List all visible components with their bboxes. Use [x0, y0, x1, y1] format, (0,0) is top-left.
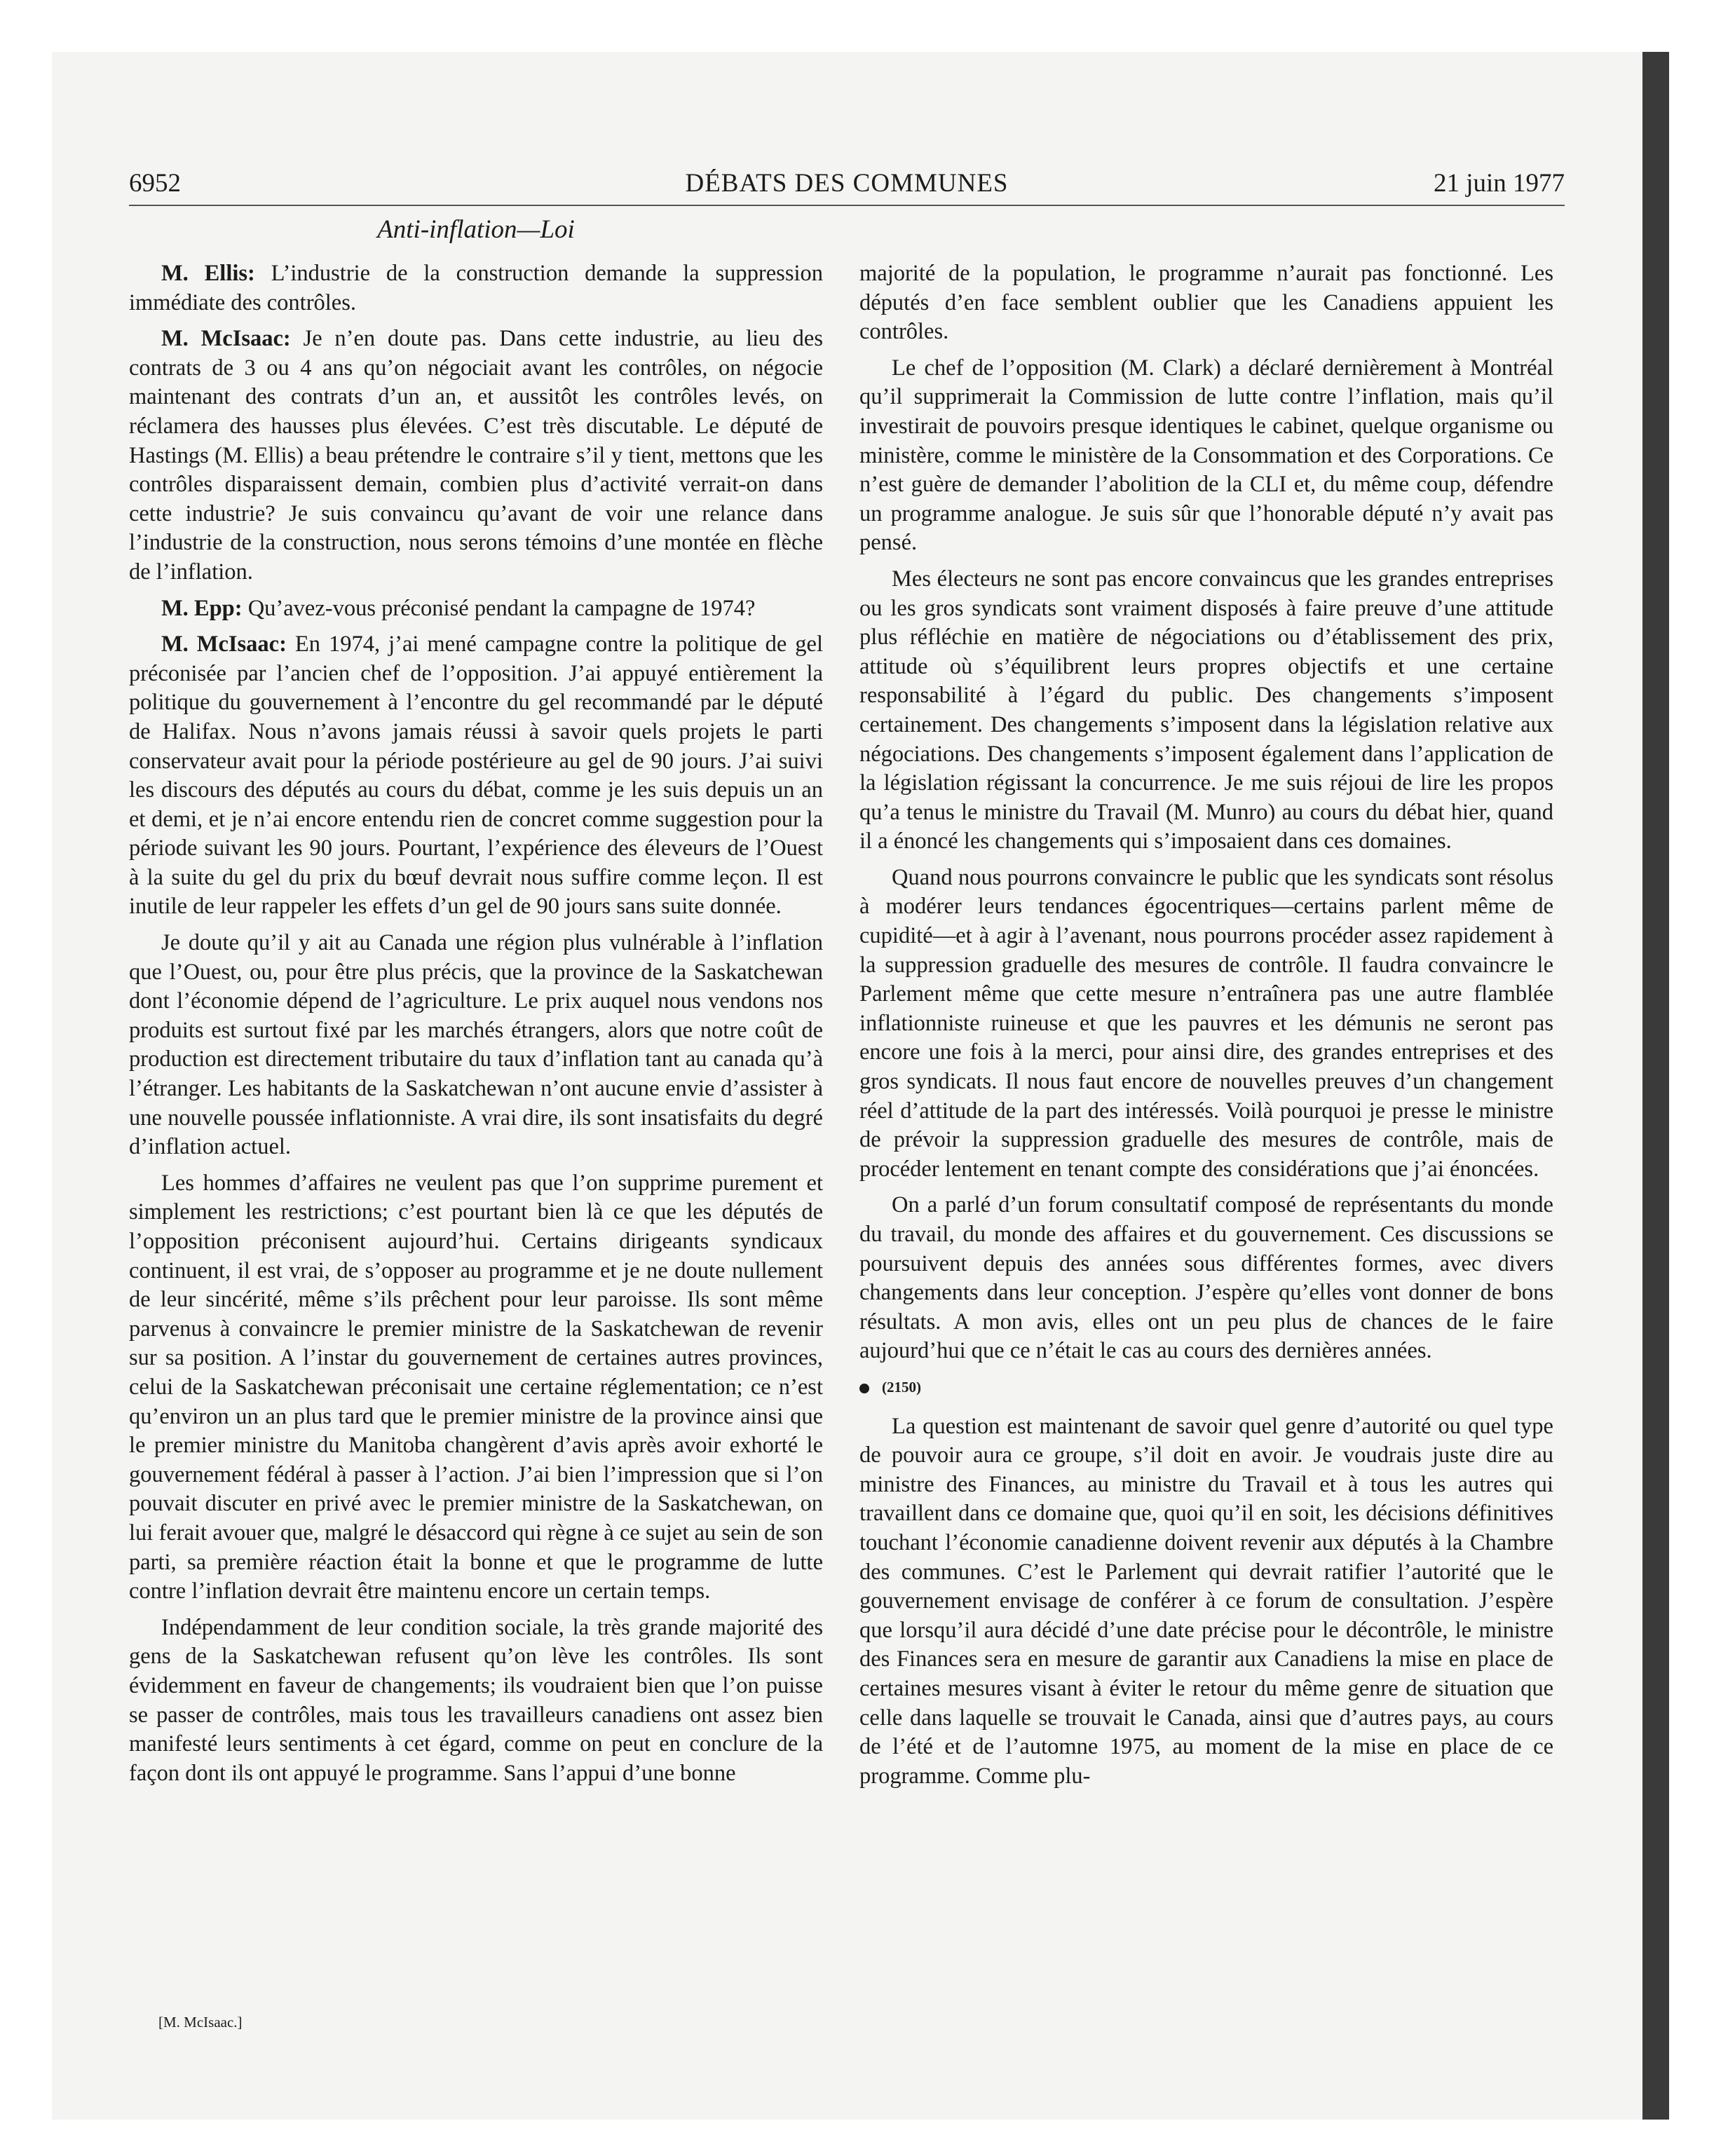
speaker-name: M. Ellis: — [161, 261, 255, 286]
publication-title: DÉBATS DES COMMUNES — [685, 169, 1009, 198]
paragraph-text: Qu’avez-vous préconisé pendant la campagne de 1974? — [242, 595, 756, 621]
paragraph — [129, 325, 823, 587]
page-number: 6952 — [129, 169, 181, 198]
paragraph-text: Je n’en doute pas. Dans cette industrie, au lieu des contrats de 3 ou 4 ans qu’on négociait avant les contrôles, on négocie maintenant des contrats d’un an, et aussitôt les contrôles levés, on réclamera des hausses plus élevées. C’est très discutable. Le député de Hastings (M. Ellis) a beau prétendre le contraire s’il y tient, mettons que les contrôles disparaissent demain, combien plus d’activité verrait-on dans cette industrie? Je suis convaincu qu’avant de voir une relance dans l’industrie de la construction, nous serons témoins d’une montée en flèche de l’inflation. — [129, 326, 823, 585]
paragraph-text: majorité de la population, le programme n’aurait pas fonctionné. Les députés d’en face semblent oublier que les Canadiens appuient les contrôles. — [859, 261, 1553, 345]
time-marker-label: (2150) — [882, 1378, 921, 1396]
paragraph-text: Le chef de l’opposition (M. Clark) a déclaré dernièrement à Montréal qu’il supprimerait la Commission de lutte contre l’inflation, mais qu’il investirait de pouvoirs presque identiques le cabinet, quelque organisme ou ministère, comme le ministère de la Consommation et des Corporations. Ce n’est guère de demander l’abolition de la CLI et, du même coup, défendre un programme analogue. Je suis sûr que l’honorable député n’y avait pas pensé. — [859, 355, 1553, 556]
paragraph — [129, 259, 823, 318]
section-subtitle: Anti-inflation—Loi — [377, 215, 575, 244]
paragraph-text: Indépendamment de leur condition sociale, la très grande majorité des gens de la Saskatchewan refusent qu’on lève les contrôles. Ils sont évidemment en faveur de changements; ils voudraient bien que l’on puisse se passer de contrôles, mais tous les travailleurs canadiens ont assez bien manifesté leurs sentiments à cet égard, comme on peut en conclure de la façon dont ils ont appuyé le programme. Sans l’appui d’une bonne — [129, 1614, 823, 1786]
paragraph-text: L’industrie de la construction demande la suppression immédiate des contrôles. — [129, 261, 823, 315]
left-column — [129, 259, 823, 1795]
speaker-name: M. McIsaac: — [161, 326, 291, 352]
bullet-dot-icon — [859, 1384, 869, 1393]
paragraph — [129, 630, 823, 922]
paragraph — [859, 1191, 1553, 1366]
paragraph-text: La question est maintenant de savoir quel genre d’autorité ou quel type de pouvoir aura ce groupe, s’il doit en avoir. Je voudrais juste dire au ministre des Finances, au ministre du Travail et à tous les autres qui travaillent dans ce domaine que, quoi qu’il en soit, les décisions définitives touchant l’économie canadienne doivent revenir aux députés à la Chambre des communes. C’est le Parlement qui devrait ratifier l’autorité que le gouvernement envisage de conférer à ce forum de consultation. J’espère que lorsqu’il aura décidé d’une date précise pour le décontrôle, le ministre des Finances sera en mesure de garantir aux Canadiens la mise en place de certaines mesures visant à éviter le retour du même genre de situation que celle dans laquelle se trouvait le Canada, ainsi que d’autres pays, au cours de l’été et de l’automne 1975, au moment de la mise en place de ce programme. Comme plu- — [859, 1413, 1553, 1789]
paragraph-text: Mes électeurs ne sont pas encore convaincus que les grandes entreprises ou les gros syndicats sont vraiment disposés à faire preuve d’une attitude plus réfléchie en matière de négociations ou d’établissement des prix, attitude où s’équilibrent leurs propres objectifs et une certaine responsabilité à l’égard du public. Des changements s’imposent certainement. Des changements s’imposent dans la législation relative aux négociations. Des changements s’imposent également dans l’application de la législation régissant la concurrence. Je me suis réjoui de lire les propos qu’a tenus le ministre du Travail (M. Munro) au cours du débat hier, quand il a énoncé les changements qui s’imposaient dans ces domaines. — [859, 566, 1553, 854]
paragraph — [859, 1412, 1553, 1792]
paragraph-text: Quand nous pourrons convaincre le public que les syndicats sont résolus à modérer leurs tendances égocentriques—certains parlent même de cupidité—et à agir à l’avenant, nous pourrons procéder assez rapidement à la suppression graduelle des mesures de contrôle. Il faudra convaincre le Parlement même que cette mesure n’entraînera pas une autre flamblée inflationniste ruineuse et que les pauvres et les démunis ne seront pas encore une fois à la merci, pour ainsi dire, des grandes entreprises et des gros syndicats. Il nous faut encore de nouvelles preuves d’un changement réel d’attitude de la part des intéressés. Voilà pourquoi je presse le ministre de prévoir la suppression graduelle des mesures de contrôle, mais de procéder lentement en tenant compte des considérations que j’ai énoncées. — [859, 864, 1553, 1182]
paragraph-text: En 1974, j’ai mené campagne contre la politique de gel préconisée par l’ancien chef de l’opposition. J’ai appuyé entièrement la politique du gouvernement à l’encontre du gel recommandé par le député de Halifax. Nous n’avons jamais réussi à savoir quels projets le parti conservateur avait pour la période postérieure au gel de 90 jours. J’ai suivi les discours des députés au cours du débat, comme je les suis depuis un an et demi, et je n’ai encore entendu rien de concret comme suggestion pour la période suivant les 90 jours. Pourtant, l’expérience des éleveurs de l’Ouest à la suite du gel du prix du bœuf devrait nous suffire comme leçon. Il est inutile de leur rappeler les effets d’un gel de 90 jours sans suite donnée. — [129, 632, 823, 920]
speaker-name: M. Epp: — [161, 595, 243, 621]
paragraph — [129, 594, 823, 624]
paragraph — [859, 259, 1553, 347]
binding-edge — [1642, 52, 1669, 2120]
paragraph — [859, 565, 1553, 857]
right-column — [859, 259, 1553, 1798]
page-header — [129, 168, 1565, 206]
time-marker — [859, 1373, 1553, 1403]
publication-date: 21 juin 1977 — [1433, 169, 1565, 198]
paragraph — [859, 354, 1553, 558]
speaker-footer-tag: [M. McIsaac.] — [158, 2014, 243, 2031]
speaker-name: M. McIsaac: — [161, 632, 287, 657]
paragraph — [129, 1169, 823, 1606]
paragraph-text: Je doute qu’il y ait au Canada une région plus vulnérable à l’inflation que l’Ouest, ou, pour être plus précis, que la province de la Saskatchewan dont l’économie dépend de l’agriculture. Le prix auquel nous vendons nos produits est surtout fixé par les marchés étrangers, alors que notre coût de production est directement tributaire du taux d’inflation tant au canada qu’à l’étranger. Les habitants de la Saskatchewan n’ont aucune envie d’assister à une nouvelle poussée inflationniste. A vrai dire, ils sont insatisfaits du degré d’inflation actuel. — [129, 930, 823, 1160]
paragraph — [859, 864, 1553, 1185]
paragraph — [129, 1613, 823, 1789]
paragraph — [129, 929, 823, 1162]
paragraph-text: Les hommes d’affaires ne veulent pas que l’on supprime purement et simplement les restrictions; c’est pourtant bien là ce que les députés de l’opposition préconisent aujourd’hui. Certains dirigeants syndicaux continuent, il est vrai, de s’opposer au programme et je ne doute nullement de leur sincérité, même s’ils prêchent pour leur paroisse. Ils sont même parvenus à convaincre le premier ministre de la Saskatchewan de revenir sur sa position. A l’instar du gouvernement de certaines autres provinces, celui de la Saskatchewan préconisait une certaine réglementation; ce n’est qu’environ un an plus tard que le premier ministre de la province ainsi que le premier ministre du Manitoba changèrent d’avis après avoir exhorté le gouvernement fédéral à passer à l’action. J’ai bien l’impression que si l’on pouvait discuter en privé avec le premier ministre de la Saskatchewan, on lui ferait avouer que, malgré le désaccord qui règne à ce sujet au sein de son parti, sa première réaction était la bonne et que le programme de lutte contre l’inflation devrait être maintenu encore un certain temps. — [129, 1170, 823, 1604]
paragraph-text: On a parlé d’un forum consultatif composé de représentants du monde du travail, du monde des affaires et du gouvernement. Ces discussions se poursuivent depuis des années sous différentes formes, avec divers changements dans leur conception. J’espère qu’elles vont donner de bons résultats. A mon avis, elles ont un peu plus de chances de le faire aujourd’hui que ce n’était le cas au cours des dernières années. — [859, 1192, 1553, 1364]
